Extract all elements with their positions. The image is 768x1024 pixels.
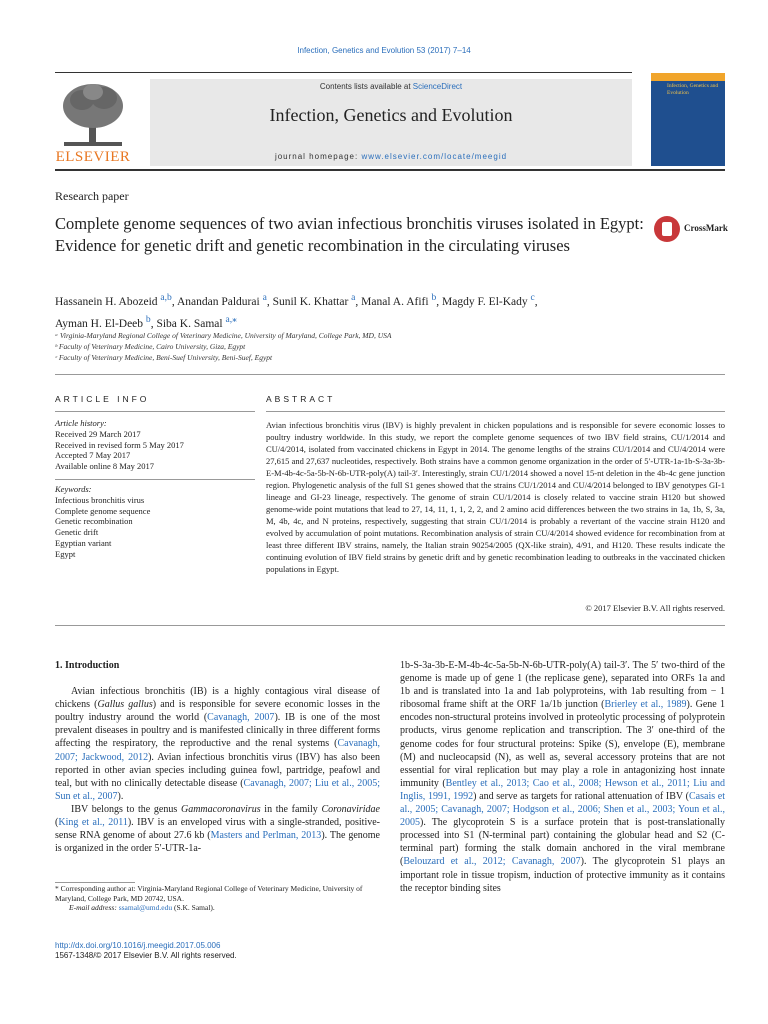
paper-type: Research paper [55,189,129,203]
citation-link[interactable]: Cavanagh, 2007; Jackwood, 2012 [55,738,380,763]
cover-title: Infection, Genetics and Evolution [667,83,719,96]
keyword: Infectious bronchitis virus [55,494,145,505]
affiliation-a: ᵃ Virginia-Maryland Regional College of Veterinary Medicine, University of Maryland, College Park, MD, USA [55,331,392,340]
paragraph: IBV belongs to the genus Gammacoronavirus in the family Coronaviridae (King et al., 2011). IBV is an enveloped virus with a single-stranded, positive-sense RNA genome of about 27.6 kb (Masters and Perlman, 2013). The genome is organized in the order 5′-UTR-1a- [55,803,381,855]
keyword: Genetic drift [55,527,99,538]
article-info-rule [55,411,255,412]
crossmark-icon [654,216,680,242]
citation-link[interactable]: Bentley et al., 2013; Cao et al., 2008; Hewson et al., 2011; Liu and Inglis, 1991, 1992 [400,777,725,802]
keywords [55,484,255,560]
author-list [55,289,725,333]
citation-link[interactable]: King et al., 2011 [58,817,128,829]
journal-title: Infection, Genetics and Evolution [269,105,513,125]
abstract-text: Avian infectious bronchitis virus (IBV) is highly prevalent in chicken populations and is responsible for severe economic losses to poultry industry worldwide. In this study, we report the complete genome sequences of two IBV field strains, CU/1/2014 and CU/4/2014, isolated from vaccinated chickens in Egypt in 2014. The genome lengths of the strains CU/1/2014 and CU/4/2014 were 27,615 and 27,637 nucleotides, respectively. Both strains have a common genome organization in the order of 5′-UTR-1a-1b-S-3a-3b-E-M-4b-4c-5a-5b-N-6b-UTR-poly(A) tail-3′. Interestingly, strain CU/1/2014 showed a novel 15-nt deletion in the 4b-4c gene junction region. Phylogenetic analysis of the full S1 genes showed that the strains CU/1/2014 and CU/4/2014 belonged to IBV genotypes GI-1 lineage and GI-23 lineage, respectively. The genome of strain CU/1/2014 is closely related to vaccine strain H120 but showed genome-wide point mutations that lead to 27, 14, 11, 1, 1, 2, 2, and 2 amino acid differences between the two strains in 1a, 1b, S, 3a, M, 4b, 4c, and N proteins, respectively, suggesting that strain CU/1/2014 is probably a revertant of the vaccine strain H120 and evolved by accumulation of point mutations. Recombination analysis of strain CU/4/2014 showed evidence for recombination from at least three different IBV strains, namely, the Italian strain 90254/2005 (QX-like strain), 4/91, and H120. These results indicate the continuing evolution of IBV field strains by genetic drift and by genetic recombination leading to outbreaks in the vaccinated chicken populations in Egypt. [266,420,725,574]
article-info-heading: ARTICLE INFO [55,394,150,404]
citation-link[interactable]: Casais et al., 2005; Cavanagh, 2007; Hodgson et al., 2006; Shen et al., 2003; Youn et al., 2005 [400,790,726,829]
paragraph: 1b-S-3a-3b-E-M-4b-4c-5a-5b-N-6b-UTR-poly(A) tail-3′. The 5′ two-third of the genome is made up of gene 1 (the replicase gene), separated into ORFs 1a and 1b and is translated into 1a and 1ab polyproteins, with 1ab resulting from − 1 ribosomal frame shift at the ORF 1a/1b junction (Brierley et al., 1989). Gene 1 encodes non-structural proteins involved in proteolytic processing of polyprotein products, virus genome replication and transcription. The 3′ one-third of the genome codes for four structural proteins: Spike (S), envelope (E), membrane (M) and nucleocapsid (N), as well as, several accessory proteins that are not essential for viral replication but may play a role in antagonizing host innate immunity (Bentley et al., 2013; Cao et al., 2008; Hewson et al., 2011; Liu and Inglis, 1991, 1992) and serve as targets for rational attenuation of IBV (Casais et al., 2005; Cavanagh, 2007; Hodgson et al., 2006; Shen et al., 2003; Youn et al., 2005). The glycoprotein S is a surface protein that is post-translationally processed into S1 (N-terminal part) containing the globular head and S2 (C-terminal part) forming the stalk domain anchored in the viral membrane (Belouzard et al., 2012; Cavanagh, 2007). The glycoprotein S1 plays an important role in tissue tropism, induction of protective immunity as it contains the receptor binding sites [400,660,726,894]
journal-masthead [150,79,632,166]
abstract-rule [266,411,725,412]
abstract-heading: ABSTRACT [266,394,336,404]
cover-banner [651,73,725,81]
contents-line [150,82,632,91]
citation-link[interactable]: Cavanagh, 2007 [207,712,275,724]
body-rule [55,625,725,626]
author: Ayman H. El-Deeb $^b$, [55,313,157,330]
author: Magdy F. El-Kady $^c$, [442,292,538,308]
elsevier-wordmark: ELSEVIER [55,149,131,165]
abstract-copyright: © 2017 Elsevier B.V. All rights reserved. [585,603,725,613]
citation-link[interactable]: Brierley et al., 1989 [604,699,687,711]
homepage-link[interactable]: www.elsevier.com/locate/meegid [361,152,508,161]
article-title: Complete genome sequences of two avian infectious bronchitis viruses isolated in Egypt: Evidence for genetic drift and genetic recombination in the circulating viruses [55,214,644,255]
affiliation-b: ᵇ Faculty of Veterinary Medicine, Cairo University, Giza, Egypt [55,342,246,351]
contents-prefix: Contents lists available at [319,82,413,91]
sciencedirect-link[interactable]: ScienceDirect [412,82,463,91]
keywords-label: Keywords: [55,484,92,494]
history-label: Article history: [55,418,107,428]
section-heading-introduction: 1. Introduction [55,660,120,671]
footnote-rule [55,882,135,883]
history-item: Accepted 7 May 2017 [55,450,131,461]
issn-copyright: 1567-1348/© 2017 Elsevier B.V. All rights reserved. [55,951,237,960]
masthead-rule [55,169,725,171]
crossmark-badge[interactable] [654,216,734,244]
crossmark-label: CrossMark [684,223,728,233]
author: Siba K. Samal $^{a,⁎}$ [156,313,237,330]
journal-reference[interactable]: Infection, Genetics and Evolution 53 (2017) 7–14 [297,46,471,55]
corresponding-author: * Corresponding author at: Virginia-Maryland Regional College of Veterinary Medicine, University of Maryland, College Park, MD 20742, USA. [55,884,363,903]
author: Hassanein H. Abozeid $^{a,b}$, [55,292,177,308]
email-line: E-mail address: ssamal@umd.edu (S.K. Samal). [69,903,215,912]
author: Anandan Paldurai $^a$, [176,292,273,308]
keyword: Egypt [55,548,76,559]
affiliation-c: ᶜ Faculty of Veterinary Medicine, Beni-Suef University, Beni-Suef, Egypt [55,353,273,362]
keyword: Complete genome sequence [55,505,151,516]
author: Manal A. Afifi $^b$, [361,292,442,308]
journal-cover-thumbnail[interactable] [651,73,725,166]
keyword: Genetic recombination [55,516,133,527]
keyword: Egyptian variant [55,537,112,548]
homepage-prefix: journal homepage: [274,152,362,161]
citation-link[interactable]: Masters and Perlman, 2013 [210,830,322,842]
history-item: Received in revised form 5 May 2017 [55,439,184,450]
author: Sunil K. Khattar $^a$, [272,292,362,308]
history-item: Available online 8 May 2017 [55,461,154,472]
elsevier-tree-icon [54,78,132,150]
body-column-left [55,659,380,855]
paragraph: Avian infectious bronchitis (IB) is a highly contagious viral disease of chickens (Gallus gallus) and is responsible for severe economic losses in the poultry industry around the world (Cavanagh, 2007). IB is one of the most prevalent diseases in poultry and is manifested clinically in three different forms affecting the respiratory, the reproductive and the renal systems (Cavanagh, 2007; Jackwood, 2012). Avian infectious bronchitis virus (IBV) has also been reported in other avian species including guinea fowl, partridge, peafowl and teal, but with no clinically detectable disease (Cavanagh, 2007; Liu et al., 2005; Sun et al., 2007). [55,686,380,802]
email-link[interactable]: ssamal@umd.edu [118,903,173,912]
header-rule [55,72,632,73]
elsevier-logo[interactable] [54,78,132,166]
keywords-rule [55,479,255,480]
body-column-right [400,659,725,895]
doi-block [55,941,237,961]
doi-link[interactable]: http://dx.doi.org/10.1016/j.meegid.2017.05.006 [55,941,221,950]
homepage-line [150,152,632,161]
history-item: Received 29 March 2017 [55,428,141,439]
section-rule [55,374,725,375]
corresponding-author-footnote [55,884,380,913]
citation-link[interactable]: Cavanagh, 2007; Liu et al., 2005; Sun et al., 2007 [55,777,380,802]
citation-link[interactable]: Belouzard et al., 2012; Cavanagh, 2007 [403,856,581,868]
article-history [55,418,255,472]
